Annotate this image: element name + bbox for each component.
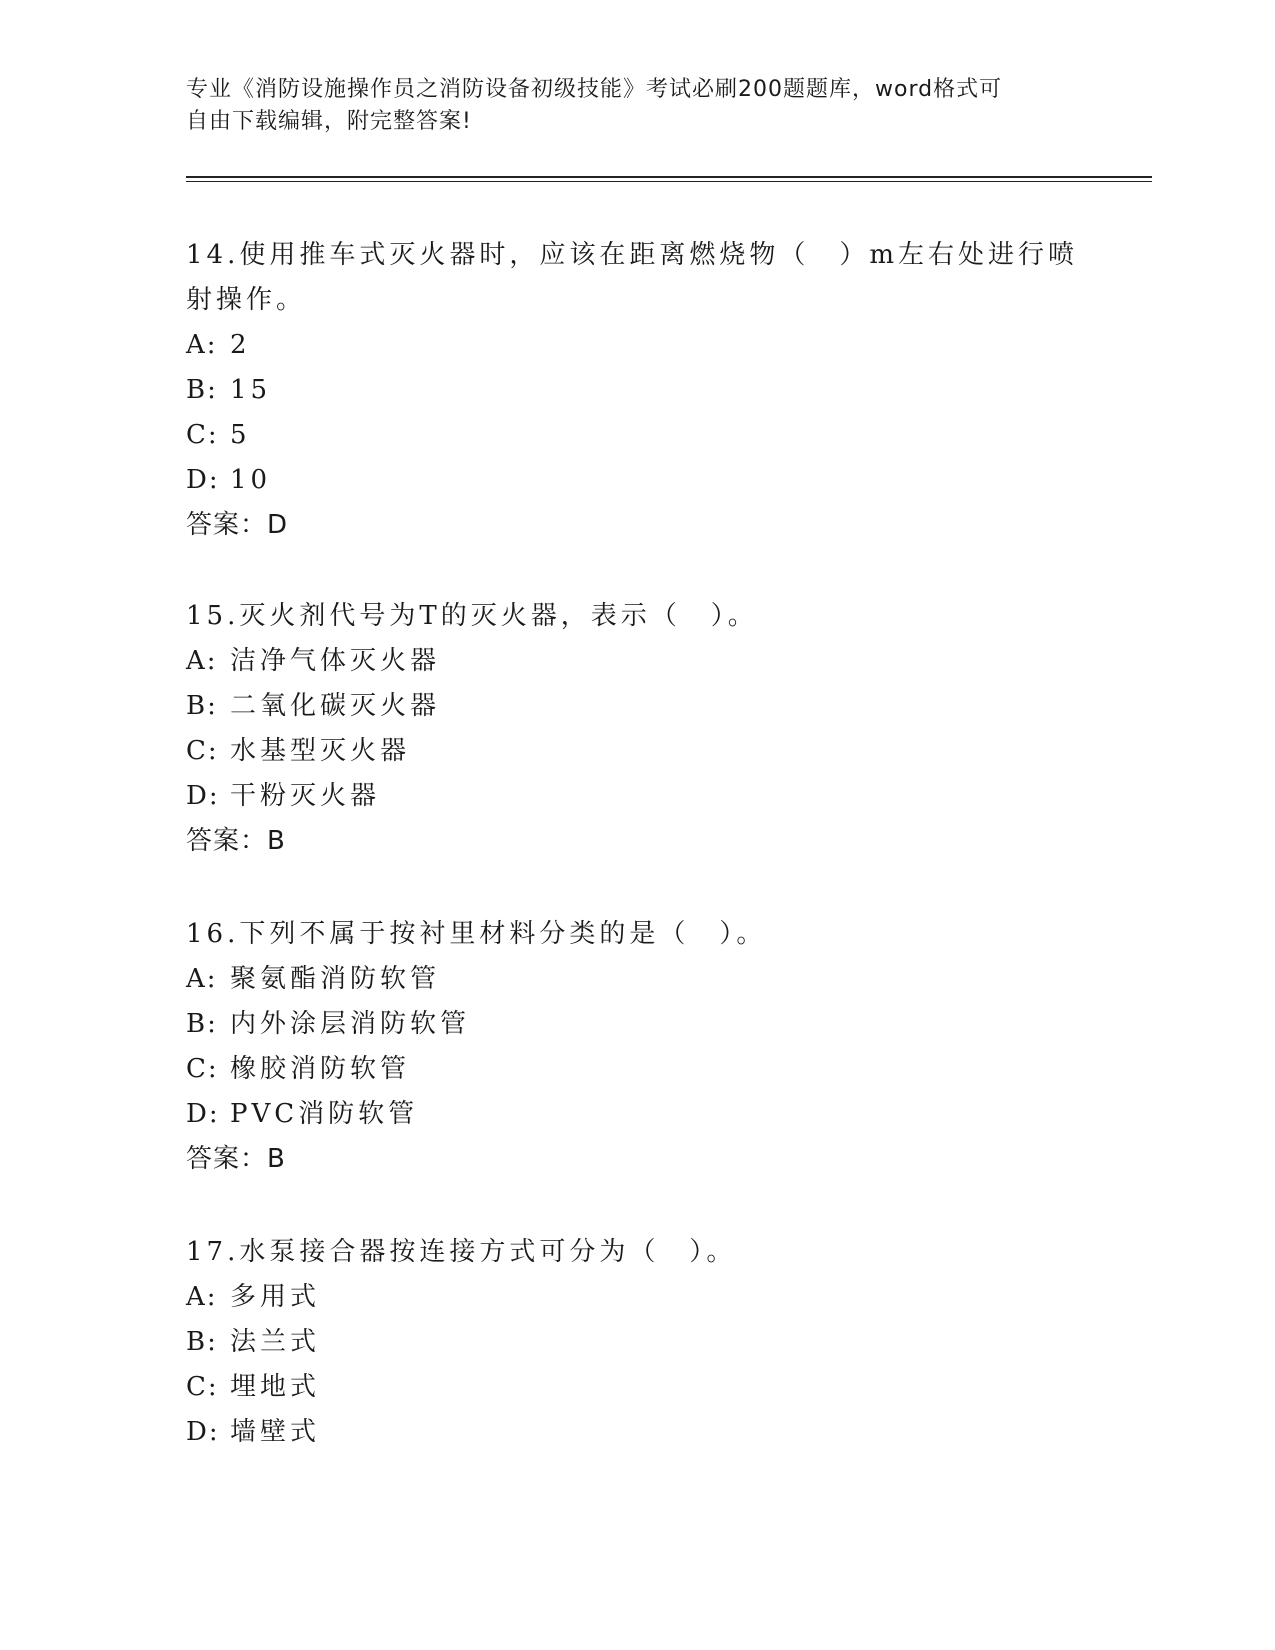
- option-a: [186, 957, 1086, 1002]
- option-text: 水基型灭火器: [230, 736, 411, 766]
- header-divider-thin: [186, 181, 1152, 182]
- header-line-2: 自由下载编辑，附完整答案!: [186, 109, 472, 134]
- option-key: D:: [186, 465, 220, 495]
- question-stem: 16.下列不属于按衬里材料分类的是（ ）。: [186, 919, 767, 949]
- option-key: C:: [186, 736, 219, 766]
- question-stem: 15.灭火剂代号为T的灭火器，表示（ ）。: [186, 601, 758, 631]
- option-d: [186, 1410, 1086, 1455]
- option-d: [186, 1092, 1086, 1137]
- option-key: A:: [186, 646, 218, 676]
- question-block: [186, 1230, 1086, 1455]
- option-c: [186, 1365, 1086, 1410]
- option-key: B:: [186, 1327, 218, 1357]
- option-key: A:: [186, 330, 218, 360]
- option-text: 洁净气体灭火器: [230, 646, 441, 676]
- option-text: 二氧化碳灭火器: [230, 691, 441, 721]
- option-key: D:: [186, 1099, 220, 1129]
- question-stem: 14.使用推车式灭火器时，应该在距离燃烧物（ ）m左右处进行喷射操作。: [186, 240, 1079, 315]
- option-key: A:: [186, 964, 218, 994]
- option-c: [186, 729, 1086, 774]
- option-text: 橡胶消防软管: [230, 1054, 411, 1084]
- option-text: 5: [230, 420, 251, 450]
- document-header: [186, 74, 1066, 138]
- option-b: [186, 1320, 1086, 1365]
- option-key: C:: [186, 420, 219, 450]
- option-a: [186, 1275, 1086, 1320]
- option-text: 聚氨酯消防软管: [230, 964, 441, 994]
- option-key: D:: [186, 1417, 220, 1447]
- option-key: C:: [186, 1054, 219, 1084]
- header-divider-thick: [186, 176, 1152, 178]
- option-text: 内外涂层消防软管: [230, 1009, 471, 1039]
- option-text: 2: [230, 330, 251, 360]
- option-key: D:: [186, 781, 220, 811]
- option-b: [186, 1002, 1086, 1047]
- header-line-1: 专业《消防设施操作员之消防设备初级技能》考试必刷200题题库，word格式可: [186, 77, 1003, 102]
- option-a: [186, 639, 1086, 684]
- option-b: [186, 684, 1086, 729]
- option-text: PVC消防软管: [230, 1099, 419, 1129]
- option-text: 15: [230, 375, 272, 405]
- option-key: A:: [186, 1282, 218, 1312]
- question-block: [186, 233, 1086, 548]
- option-key: B:: [186, 375, 218, 405]
- option-a: [186, 323, 1086, 368]
- option-key: B:: [186, 1009, 218, 1039]
- option-text: 法兰式: [230, 1327, 321, 1357]
- answer-line: 答案：B: [186, 1144, 286, 1174]
- answer-line: 答案：B: [186, 826, 286, 856]
- option-d: [186, 774, 1086, 819]
- option-text: 多用式: [230, 1282, 321, 1312]
- option-text: 干粉灭火器: [230, 781, 381, 811]
- question-block: [186, 594, 1086, 864]
- answer-line: 答案：D: [186, 510, 289, 540]
- question-stem: 17.水泵接合器按连接方式可分为（ ）。: [186, 1237, 737, 1267]
- question-block: [186, 912, 1086, 1182]
- option-key: C:: [186, 1372, 219, 1402]
- option-key: B:: [186, 691, 218, 721]
- option-text: 埋地式: [230, 1372, 321, 1402]
- option-b: [186, 368, 1086, 413]
- option-c: [186, 1047, 1086, 1092]
- option-text: 墙壁式: [230, 1417, 321, 1447]
- option-c: [186, 413, 1086, 458]
- option-d: [186, 458, 1086, 503]
- option-text: 10: [230, 465, 272, 495]
